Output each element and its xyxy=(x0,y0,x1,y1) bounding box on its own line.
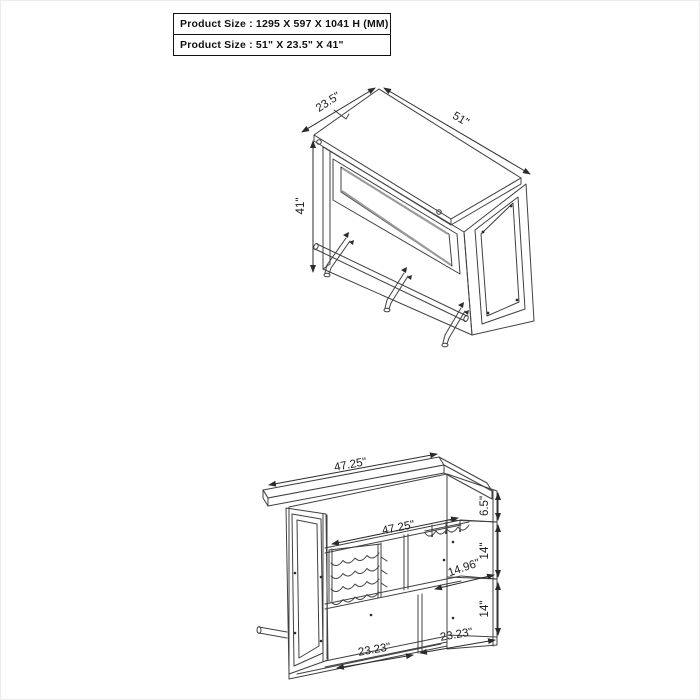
product-size-inch: Product Size : 51" X 23.5" X 41" xyxy=(180,39,344,51)
back-shelving-drawing xyxy=(257,454,498,679)
dim-label-bottom-shelf-height: 14" xyxy=(479,600,491,618)
dim-label-inner-width: 47.25" xyxy=(381,518,416,538)
technical-drawing xyxy=(1,1,700,700)
dim-label-top-width: 47.25" xyxy=(333,456,368,474)
footrest-stub xyxy=(257,627,287,638)
dimension-inner-width xyxy=(332,518,458,544)
cam-dot xyxy=(452,617,455,620)
dim-label-bottom-right-width: 23.23" xyxy=(439,626,474,644)
dimension-top-shelf-height xyxy=(479,493,498,520)
middle-divider xyxy=(404,534,408,590)
footrest-rail xyxy=(313,232,469,347)
cam-dot xyxy=(452,541,455,544)
dim-label-depth: 23.5" xyxy=(313,90,343,115)
dimension-bottom-shelf-height xyxy=(479,583,498,635)
bottom-divider xyxy=(418,594,422,653)
dim-label-middle-shelf-height: 14" xyxy=(479,542,491,560)
dim-label-bottom-left-width: 23.23" xyxy=(357,641,392,659)
cam-dot xyxy=(443,559,446,562)
dimension-height xyxy=(295,141,313,272)
dim-label-width: 51" xyxy=(450,109,471,129)
dim-label-height: 41" xyxy=(295,197,307,215)
dim-label-shelf-depth: 14.96" xyxy=(446,557,482,580)
front-perspective-drawing xyxy=(295,88,534,347)
wine-rack xyxy=(329,543,387,604)
dimension-middle-shelf-height xyxy=(479,525,498,577)
footrest-bracket xyxy=(384,267,412,312)
lower-counter-top xyxy=(263,457,492,506)
footrest-bracket xyxy=(442,302,469,347)
product-size-mm: Product Size : 1295 X 597 X 1041 H (MM) xyxy=(174,14,390,35)
left-end-panel xyxy=(286,508,328,674)
counter-top xyxy=(314,89,521,225)
cam-dot xyxy=(370,614,373,617)
lower-shelf xyxy=(325,576,497,609)
dim-label-top-shelf-height: 6.5" xyxy=(479,495,491,517)
